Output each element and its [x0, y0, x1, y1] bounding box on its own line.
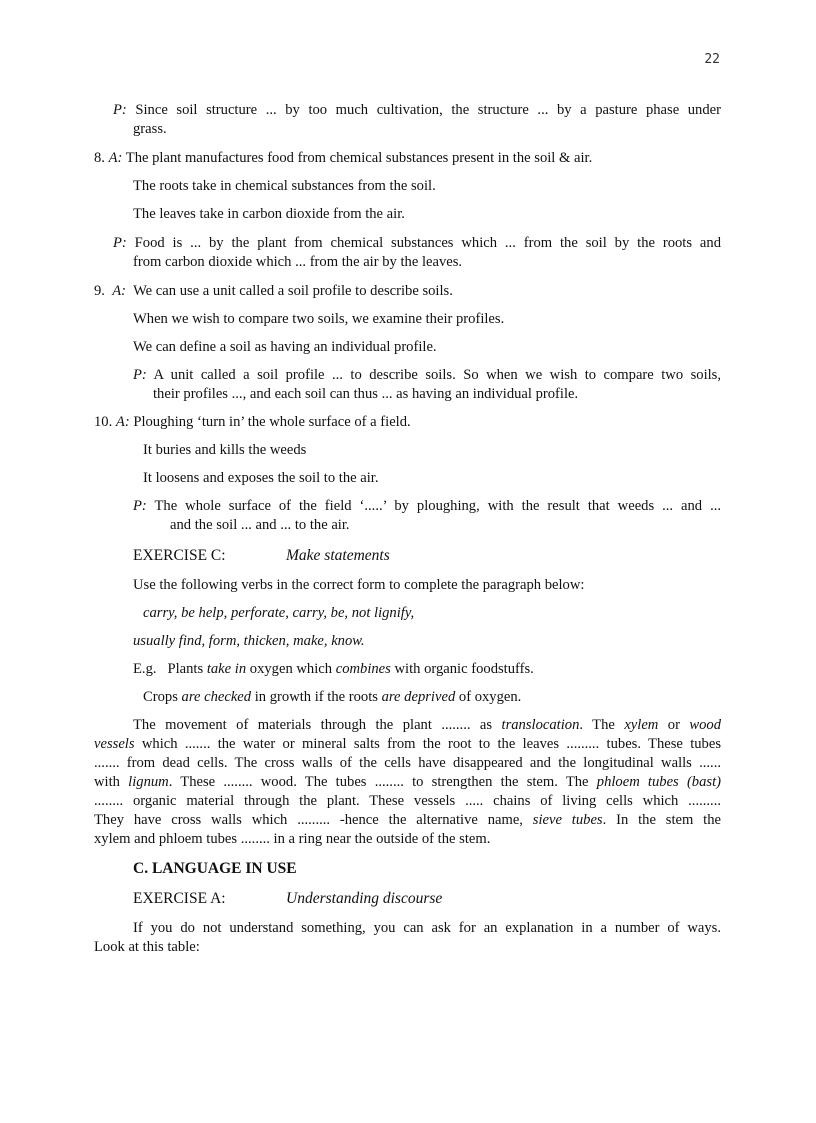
item10-line3: It loosens and exposes the soil to the air. — [143, 470, 379, 486]
item8-line2: The roots take in chemical substances from the soil. — [133, 178, 436, 194]
item9-line2: When we wish to compare two soils, we examine their profiles. — [133, 311, 505, 327]
page-number: 22 — [704, 52, 720, 67]
item10-a-line: 10. A: Ploughing ‘turn in’ the whole surface of a field. — [94, 414, 411, 430]
item8-line3: The leaves take in carbon dioxide from the air. — [133, 206, 405, 222]
paragraph-line4: with lignum. These ........ wood. The tubes ........ to strengthen the stem. The phloem tubes (bast) — [94, 774, 721, 790]
section-c-text-line1: If you do not understand something, you can ask for an explanation in a number of ways. — [133, 920, 721, 936]
item10-p-line1: P: The whole surface of the field ‘.....’ by ploughing, with the result that weeds ... and ... — [133, 498, 722, 514]
item9-p-line1: P: A unit called a soil profile ... to describe soils. So when we wish to compare two soils, — [133, 367, 722, 383]
example-line1: E.g. Plants take in oxygen which combines with organic foodstuffs. — [133, 661, 534, 677]
paragraph-line5: ........ organic material through the plant. These vessels ..... chains of living cells which ......... — [94, 793, 721, 809]
exercise-a-heading: EXERCISE A: Understanding discourse — [133, 890, 443, 907]
verbs-line1: carry, be help, perforate, carry, be, not lignify, — [143, 605, 415, 621]
item9-p-line2: their profiles ..., and each soil can thus ... as having an individual profile. — [153, 386, 579, 402]
item7-p-line2: grass. — [133, 121, 167, 137]
paragraph-line6: They have cross walls which ......... -hence the alternative name, sieve tubes. In the stem the — [94, 812, 721, 828]
paragraph-line3: ....... from dead cells. The cross walls of the cells have disappeared and the longitudinal walls ...... — [94, 755, 721, 771]
item8-a-line: 8. A: The plant manufactures food from chemical substances present in the soil & air. — [94, 150, 593, 166]
paragraph-line2: vessels which ....... the water or mineral salts from the root to the leaves ......... tubes. These tubes — [94, 736, 722, 752]
exercise-c-heading: EXERCISE C: Make statements — [133, 547, 390, 564]
item8-p-line2: from carbon dioxide which ... from the air by the leaves. — [133, 254, 463, 270]
paragraph-line7: xylem and phloem tubes ........ in a ring near the outside of the stem. — [94, 831, 491, 847]
paragraph-line1: The movement of materials through the plant ........ as translocation. The xylem or wood — [133, 717, 722, 733]
exercise-c-instruction: Use the following verbs in the correct form to complete the paragraph below: — [133, 577, 585, 593]
example-line2: Crops are checked in growth if the roots are deprived of oxygen. — [143, 689, 522, 705]
item9-line3: We can define a soil as having an individual profile. — [133, 339, 437, 355]
section-c-heading: C. LANGUAGE IN USE — [133, 860, 297, 877]
item9-a-line: 9. A: We can use a unit called a soil profile to describe soils. — [94, 283, 453, 299]
item10-p-line2: and the soil ... and ... to the air. — [170, 517, 350, 533]
item10-line2: It buries and kills the weeds — [143, 442, 307, 458]
item8-p-line1: P: Food is ... by the plant from chemical substances which ... from the soil by the roots and — [113, 235, 721, 251]
section-c-text-line2: Look at this table: — [94, 939, 200, 955]
item7-p-label: P: — [113, 102, 127, 118]
item7-p-line1: P: Since soil structure ... by too much cultivation, the structure ... by a pasture phase under — [113, 102, 721, 118]
verbs-line2: usually find, form, thicken, make, know. — [133, 633, 365, 649]
